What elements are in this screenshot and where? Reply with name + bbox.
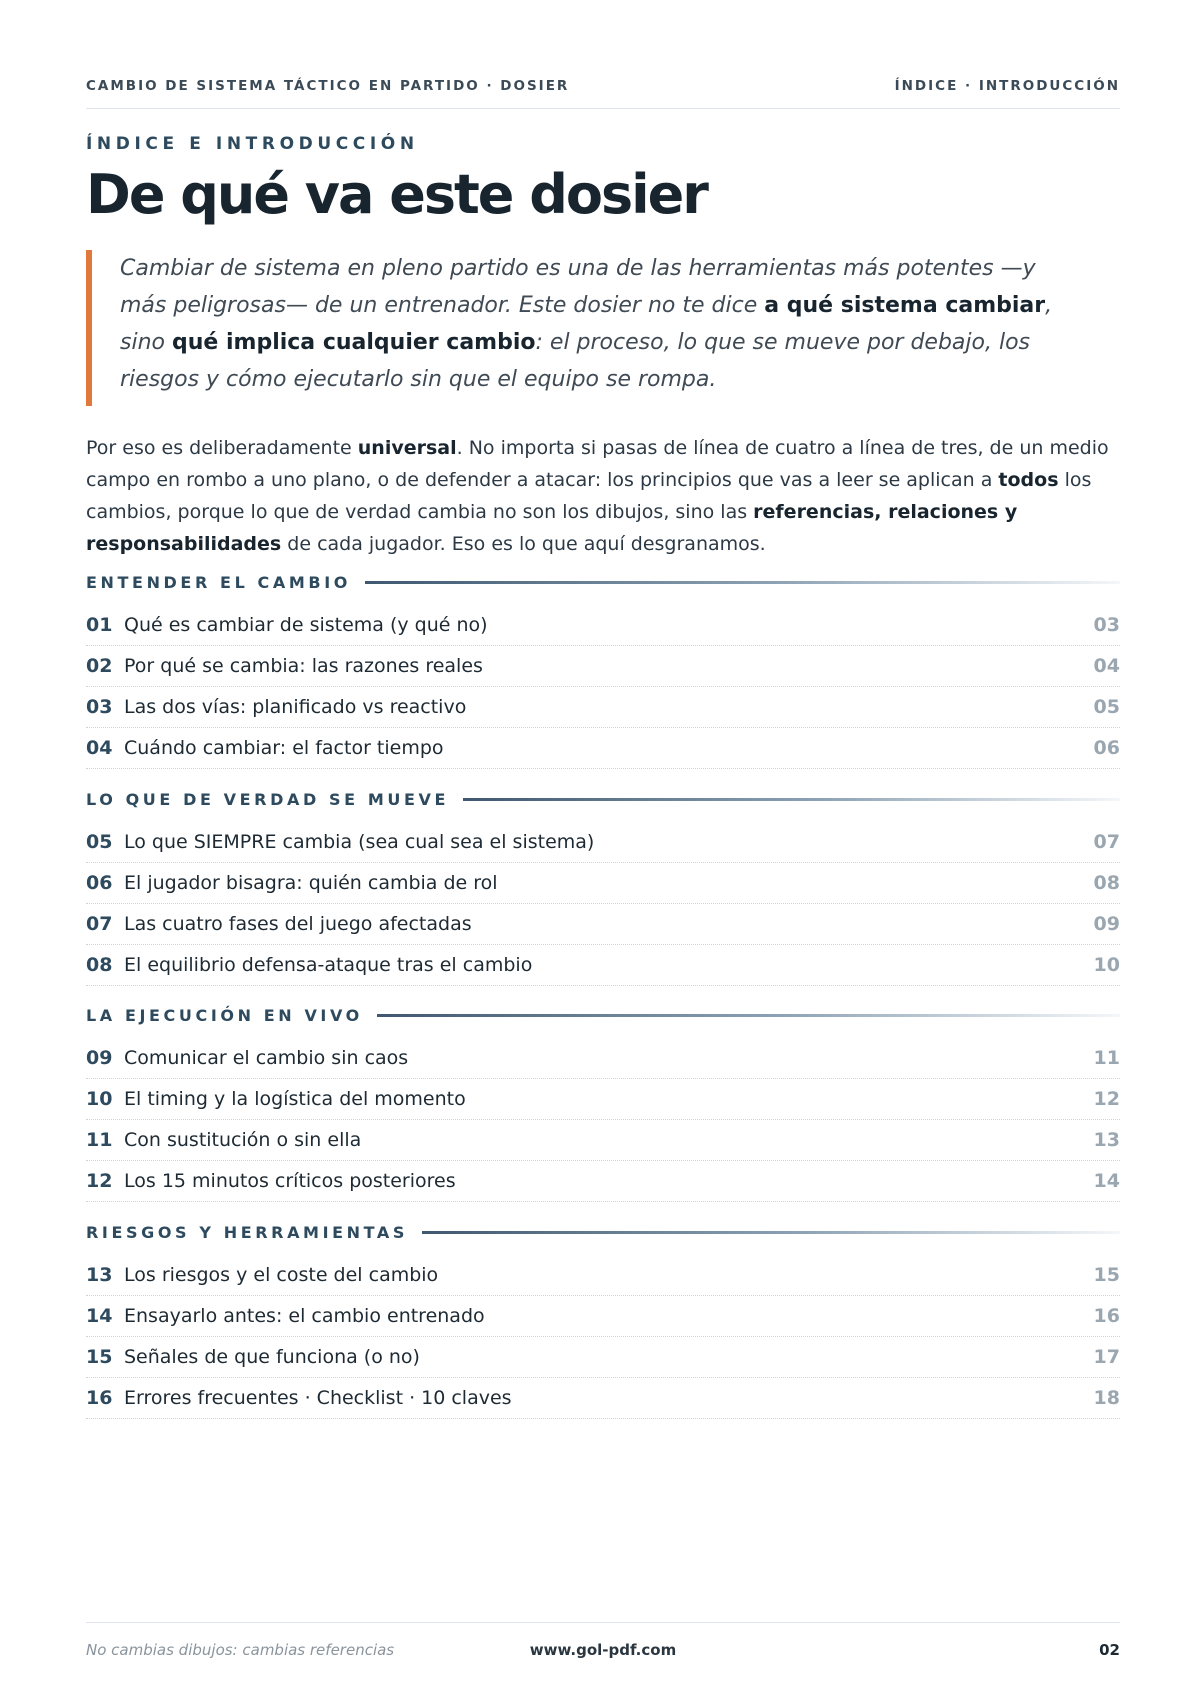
toc-entry-number: 01 bbox=[86, 613, 113, 636]
section-rule bbox=[422, 1231, 1120, 1234]
toc-entry-page: 13 bbox=[1093, 1128, 1120, 1151]
toc-entry[interactable] bbox=[86, 686, 1120, 728]
toc-entry-title: Los 15 minutos críticos posteriores bbox=[124, 1169, 456, 1192]
section-rule bbox=[365, 581, 1120, 584]
toc-section-label: RIESGOS Y HERRAMIENTAS bbox=[86, 1222, 409, 1242]
lead-text-3: : el proceso, lo que se mueve por debajo, los riesgos y cómo ejecutarlo sin que el equipo se rompa. bbox=[120, 330, 1031, 392]
header-section-title: ÍNDICE · INTRODUCCIÓN bbox=[894, 78, 1120, 94]
toc-entry[interactable] bbox=[86, 944, 1120, 986]
toc-entry[interactable] bbox=[86, 1078, 1120, 1120]
toc-entry-title: Lo que SIEMPRE cambia (sea cual sea el sistema) bbox=[124, 830, 595, 853]
toc-section-label: LA EJECUCIÓN EN VIVO bbox=[86, 1005, 363, 1025]
toc-entry-title: El equilibrio defensa-ataque tras el cambio bbox=[124, 953, 533, 976]
intro-text-1: Por eso es deliberadamente bbox=[86, 437, 358, 459]
toc-section-label: ENTENDER EL CAMBIO bbox=[86, 572, 351, 592]
section-rule bbox=[377, 1014, 1120, 1017]
header-document-title: CAMBIO DE SISTEMA TÁCTICO EN PARTIDO · DOSIER bbox=[86, 78, 570, 94]
page-number: 02 bbox=[1099, 1641, 1120, 1659]
toc-entry-page: 06 bbox=[1093, 736, 1120, 759]
toc-entry-page: 08 bbox=[1093, 871, 1120, 894]
toc-entry-page: 16 bbox=[1093, 1304, 1120, 1327]
toc-entry[interactable] bbox=[86, 727, 1120, 769]
toc-entry-page: 03 bbox=[1093, 613, 1120, 636]
lead-bold-2: qué implica cualquier cambio bbox=[171, 330, 536, 355]
toc-entry[interactable] bbox=[86, 1377, 1120, 1419]
toc-entry-page: 07 bbox=[1093, 830, 1120, 853]
toc-entry[interactable] bbox=[86, 821, 1120, 863]
running-header bbox=[86, 72, 1120, 109]
section-rule bbox=[463, 798, 1120, 801]
toc-entry[interactable] bbox=[86, 604, 1120, 646]
page-title: De qué va este dosier bbox=[86, 163, 707, 226]
toc-entry-page: 09 bbox=[1093, 912, 1120, 935]
toc-entry-title: Qué es cambiar de sistema (y qué no) bbox=[124, 613, 488, 636]
toc-entry-number: 10 bbox=[86, 1087, 113, 1110]
toc-entry-title: Señales de que funciona (o no) bbox=[124, 1345, 420, 1368]
toc-entry[interactable] bbox=[86, 1037, 1120, 1079]
toc-entry[interactable] bbox=[86, 1160, 1120, 1202]
toc-entry-number: 09 bbox=[86, 1046, 113, 1069]
lead-text-2: , sino bbox=[120, 293, 1053, 355]
intro-bold-1: universal bbox=[357, 437, 457, 459]
intro-text-3: los cambios, porque lo que de verdad cambia no son los dibujos, sino las bbox=[86, 469, 1092, 523]
toc-entry-title: Ensayarlo antes: el cambio entrenado bbox=[124, 1304, 485, 1327]
toc-section-header bbox=[86, 788, 1120, 810]
toc-entry-page: 04 bbox=[1093, 654, 1120, 677]
intro-bold-3: referencias, relaciones y responsabilidades bbox=[86, 501, 1018, 555]
toc-entry-number: 06 bbox=[86, 871, 113, 894]
toc-entry[interactable] bbox=[86, 1254, 1120, 1296]
toc-entry-title: Cuándo cambiar: el factor tiempo bbox=[124, 736, 444, 759]
toc-entry-page: 11 bbox=[1093, 1046, 1120, 1069]
toc-entry[interactable] bbox=[86, 645, 1120, 687]
toc-entry-title: El timing y la logística del momento bbox=[124, 1087, 466, 1110]
toc-entry-title: Comunicar el cambio sin caos bbox=[124, 1046, 409, 1069]
toc-entry-number: 03 bbox=[86, 695, 113, 718]
toc-section-label: LO QUE DE VERDAD SE MUEVE bbox=[86, 789, 449, 809]
toc-entry-number: 07 bbox=[86, 912, 113, 935]
toc-entry-title: Errores frecuentes · Checklist · 10 claves bbox=[124, 1386, 512, 1409]
toc-entry[interactable] bbox=[86, 903, 1120, 945]
toc-entry-number: 11 bbox=[86, 1128, 113, 1151]
footer-tagline: No cambias dibujos: cambias referencias bbox=[86, 1641, 395, 1659]
toc-section-header bbox=[86, 571, 1120, 593]
toc-section-header bbox=[86, 1004, 1120, 1026]
intro-text-2: . No importa si pasas de línea de cuatro a línea de tres, de un medio campo en rombo a uno plano, o de defender a atacar: los principios que vas a leer se aplican a bbox=[86, 437, 1109, 491]
toc-entry-title: Con sustitución o sin ella bbox=[124, 1128, 362, 1151]
lead-text-1: Cambiar de sistema en pleno partido es una de las herramientas más potentes —y más peligrosas— de un entrenador. Este dosier no te dice bbox=[120, 256, 1036, 318]
toc-entry-number: 04 bbox=[86, 736, 113, 759]
toc-entry-number: 15 bbox=[86, 1345, 113, 1368]
toc-section-header bbox=[86, 1221, 1120, 1243]
toc-entry-title: Las dos vías: planificado vs reactivo bbox=[124, 695, 467, 718]
toc-entry-page: 14 bbox=[1093, 1169, 1120, 1192]
toc-entry-page: 17 bbox=[1093, 1345, 1120, 1368]
toc-entry-number: 16 bbox=[86, 1386, 113, 1409]
toc-entry-title: El jugador bisagra: quién cambia de rol bbox=[124, 871, 498, 894]
toc-entry[interactable] bbox=[86, 862, 1120, 904]
toc-entry-number: 08 bbox=[86, 953, 113, 976]
intro-bold-2: todos bbox=[998, 469, 1059, 491]
page-eyebrow: ÍNDICE E INTRODUCCIÓN bbox=[86, 134, 419, 154]
intro-text-4: de cada jugador. Eso es lo que aquí desgranamos. bbox=[281, 533, 766, 555]
lead-quote bbox=[86, 250, 1086, 406]
toc-entry-page: 10 bbox=[1093, 953, 1120, 976]
toc-entry-number: 13 bbox=[86, 1263, 113, 1286]
toc-entry[interactable] bbox=[86, 1336, 1120, 1378]
lead-bold-1: a qué sistema cambiar bbox=[764, 293, 1046, 318]
toc-entry-title: Los riesgos y el coste del cambio bbox=[124, 1263, 439, 1286]
toc-entry-title: Por qué se cambia: las razones reales bbox=[124, 654, 483, 677]
toc-entry[interactable] bbox=[86, 1119, 1120, 1161]
intro-paragraph bbox=[86, 432, 1126, 560]
toc-entry-number: 05 bbox=[86, 830, 113, 853]
toc-entry-number: 12 bbox=[86, 1169, 113, 1192]
toc-entry-page: 18 bbox=[1093, 1386, 1120, 1409]
toc-entry-title: Las cuatro fases del juego afectadas bbox=[124, 912, 472, 935]
toc-entry[interactable] bbox=[86, 1295, 1120, 1337]
toc-entry-number: 02 bbox=[86, 654, 113, 677]
toc-entry-number: 14 bbox=[86, 1304, 113, 1327]
footer-website-link[interactable]: www.gol-pdf.com bbox=[529, 1641, 677, 1659]
toc-entry-page: 05 bbox=[1093, 695, 1120, 718]
running-footer bbox=[86, 1622, 1120, 1663]
toc-entry-page: 15 bbox=[1093, 1263, 1120, 1286]
toc-entry-page: 12 bbox=[1093, 1087, 1120, 1110]
